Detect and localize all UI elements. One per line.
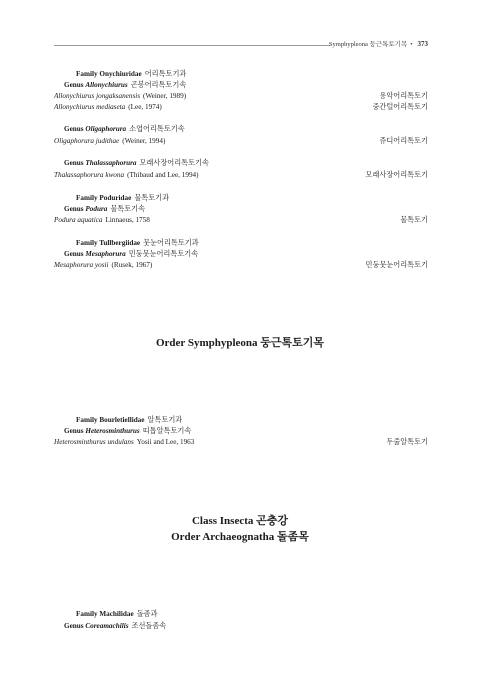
family-heading: Family Tullbergiidae 뭇눈어리톡토기과 [76, 239, 199, 247]
common-name: 쥬디어리톡토기 [379, 137, 428, 145]
genus-heading: Genus Allonychiurus 곤봉어리톡토기속 [64, 81, 187, 89]
genus-heading: Genus Coreamachilis 조선돌좀속 [64, 622, 167, 630]
species-entry: Oligaphorura judithae (Weiner, 1994) 쥬디어리톡토기 [54, 137, 428, 145]
running-header [329, 39, 428, 48]
species-entry: Thalassaphorura kwona (Thibaud and Lee, 1994) 모래사장어리톡토기 [54, 171, 428, 179]
family-heading: Family Bourletiellidae 알톡토기과 [76, 416, 183, 424]
genus-heading: Genus Heterosminthurus 띠톱알톡토기속 [64, 427, 192, 435]
class-heading: Class Insecta 곤충강 [191, 515, 289, 527]
header-rule [54, 45, 330, 46]
species-entry: Heterosminthurus undulans Yosii and Lee, 1963 두줄알톡토기 [54, 438, 428, 446]
family-heading: Family Poduridae 물톡토기과 [76, 194, 170, 202]
common-name: 용악어리톡토기 [379, 92, 428, 100]
common-name: 두줄알톡토기 [386, 438, 428, 446]
header-separator: • [410, 41, 413, 48]
order-heading: Order Archaeognatha 돌좀목 [171, 531, 309, 543]
genus-heading: Genus Oligaphorura 소엽어리톡토기속 [64, 125, 185, 133]
species-entry: Allonychiurus mediaseta (Lee, 1974) 중간털어리톡토기 [54, 103, 428, 111]
family-heading: Family Onychiuridae 어리톡토기과 [76, 70, 187, 78]
common-name: 모래사장어리톡토기 [365, 171, 428, 179]
genus-heading: Genus Podura 물톡토기속 [64, 205, 146, 213]
common-name: 중간털어리톡토기 [372, 103, 428, 111]
order-heading: Order Symphypleona 둥근톡토기목 [155, 337, 325, 349]
species-entry: Mesaphorura yosii (Rusek, 1967) 민둥뭇눈어리톡토기 [54, 261, 428, 269]
common-name: 물톡토기 [400, 216, 428, 224]
genus-heading: Genus Mesaphorura 민둥뭇눈어리톡토기속 [64, 250, 199, 258]
genus-heading: Genus Thalassaphorura 모래사장어리톡토기속 [64, 159, 209, 167]
species-entry: Podura aquatica Linnaeus, 1758 물톡토기 [54, 216, 428, 224]
species-entry: Allonychiurus jongaksanensis (Weiner, 1989) 용악어리톡토기 [54, 92, 428, 100]
family-heading: Family Machilidae 돌좀과 [76, 610, 158, 618]
running-title: Symphypleona 둥근톡토기목 [328, 41, 408, 48]
page-number: 373 [417, 40, 428, 48]
common-name: 민둥뭇눈어리톡토기 [365, 261, 428, 269]
